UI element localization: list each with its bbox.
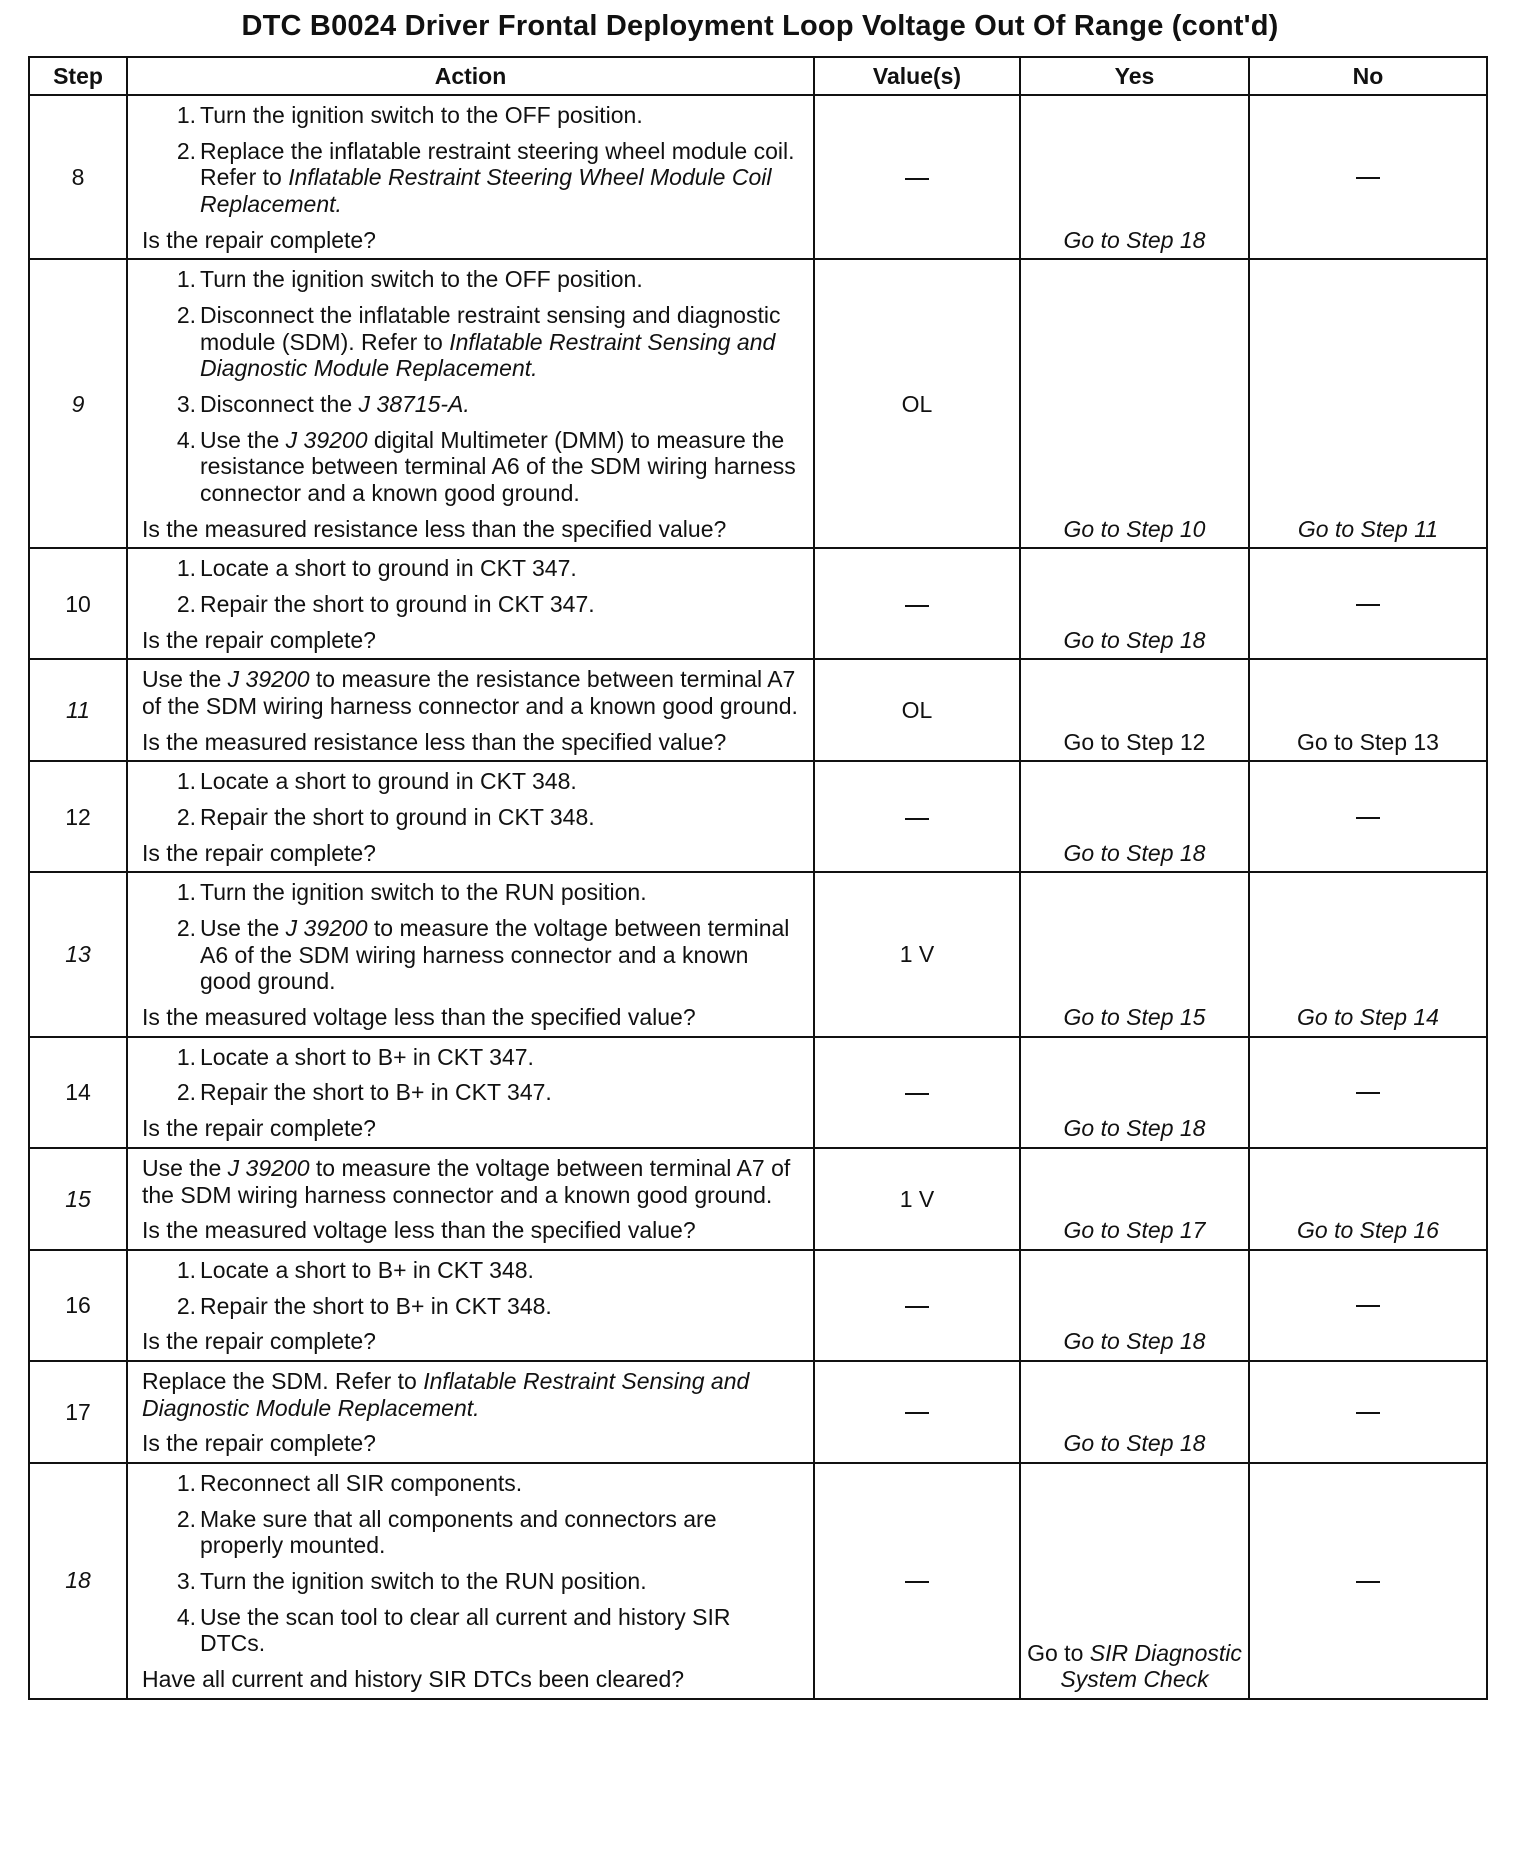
no-cell: [1249, 659, 1487, 761]
dash-mark: [905, 605, 929, 607]
text-run: Make sure that all components and connectors are properly mounted.: [200, 1505, 717, 1559]
table-row: [29, 1148, 1487, 1250]
text-run: Locate a short to B+ in CKT 347.: [200, 1043, 534, 1070]
italic-ref: Inflatable Restraint Steering Wheel Module Coil Replacement.: [200, 164, 772, 218]
step-list: [142, 1257, 801, 1319]
item-number: 1.: [176, 1043, 196, 1070]
list-item: [142, 427, 801, 507]
no-cell: [1249, 95, 1487, 259]
list-item: [142, 1079, 801, 1106]
list-item: [142, 879, 801, 906]
yes-result: Go to Step 18: [1063, 626, 1206, 653]
step-number: 16: [29, 1250, 127, 1361]
step-list: [142, 555, 801, 617]
table-row: [29, 1361, 1487, 1463]
italic-ref: Inflatable Restraint Sensing and Diagnostic Module Replacement.: [142, 1367, 750, 1421]
step-number: 10: [29, 548, 127, 659]
text-run: Use the: [142, 666, 228, 693]
header-action: Action: [127, 57, 814, 95]
value-cell: [814, 1037, 1020, 1148]
action-cell: [127, 95, 814, 259]
text-run: Use the scan tool to clear all current and history SIR DTCs.: [200, 1603, 731, 1657]
cell-text: 1 V: [899, 941, 935, 968]
action-question: Is the repair complete?: [142, 1430, 376, 1457]
header-step: Step: [29, 57, 127, 95]
action-question: Is the repair complete?: [142, 1328, 376, 1355]
text-run: Use the: [200, 915, 286, 942]
text-run: Use the: [142, 1154, 228, 1181]
dash-mark: [1356, 1305, 1380, 1307]
value-cell: [814, 1361, 1020, 1463]
table-row: [29, 761, 1487, 872]
no-cell: [1249, 872, 1487, 1036]
step-list: [142, 1044, 801, 1106]
action-paragraph: [142, 1368, 801, 1421]
value-cell: [814, 761, 1020, 872]
action-question: Have all current and history SIR DTCs been cleared?: [142, 1665, 685, 1692]
step-number: 8: [29, 95, 127, 259]
value-cell: [814, 548, 1020, 659]
list-item: [142, 302, 801, 382]
action-cell: [127, 1037, 814, 1148]
action-cell: [127, 1148, 814, 1250]
text-run: to measure the voltage between terminal A7 of the SDM wiring harness connector and a known good ground.: [142, 1154, 791, 1208]
action-cell: [127, 548, 814, 659]
action-question: Is the repair complete?: [142, 1115, 376, 1142]
list-item: [142, 1470, 801, 1497]
dash-mark: [1356, 1581, 1380, 1583]
table-body: [29, 95, 1487, 1699]
step-list: [142, 266, 801, 506]
yes-cell: [1020, 761, 1249, 872]
step-number: 17: [29, 1361, 127, 1463]
action-question: Is the measured voltage less than the specified value?: [142, 1217, 696, 1244]
yes-result: Go to Step 17: [1063, 1217, 1206, 1244]
item-number: 4.: [176, 1603, 196, 1630]
cell-text: 1 V: [899, 1185, 935, 1212]
action-question: Is the measured resistance less than the specified value?: [142, 728, 727, 755]
yes-cell: [1020, 1250, 1249, 1361]
yes-cell: [1020, 1361, 1249, 1463]
table-row: [29, 95, 1487, 259]
value-cell: [814, 1250, 1020, 1361]
text-run: Reconnect all SIR components.: [200, 1469, 523, 1496]
item-number: 2.: [176, 1079, 196, 1106]
text-run: Replace the inflatable restraint steering wheel module coil. Refer to: [200, 137, 795, 191]
item-number: 1.: [176, 102, 196, 128]
text-run: Disconnect the inflatable restraint sensing and diagnostic module (SDM). Refer to: [200, 302, 781, 355]
value-cell: [814, 259, 1020, 548]
dash-mark: [1356, 177, 1380, 179]
table-row: [29, 1463, 1487, 1699]
list-item: [142, 1044, 801, 1071]
text-run: Turn the ignition switch to the OFF position.: [200, 266, 643, 293]
action-cell: [127, 872, 814, 1036]
text-run: Replace the SDM. Refer to: [142, 1367, 424, 1394]
action-cell: [127, 1463, 814, 1699]
italic-ref: J 39200: [285, 915, 368, 942]
no-cell: [1249, 1148, 1487, 1250]
dash-mark: [905, 1093, 929, 1095]
yes-result: Go to Step 18: [1063, 839, 1206, 866]
text-run: Locate a short to B+ in CKT 348.: [200, 1256, 534, 1283]
dash-mark: [1356, 1092, 1380, 1094]
action-question: Is the repair complete?: [142, 626, 376, 653]
yes-result: Go to Step 18: [1063, 1115, 1206, 1142]
text-run: Repair the short to B+ in CKT 347.: [200, 1079, 552, 1106]
yes-cell: [1020, 548, 1249, 659]
italic-ref: J 39200: [227, 666, 310, 693]
item-number: 3.: [176, 1567, 196, 1594]
item-number: 2.: [176, 302, 196, 329]
action-cell: [127, 1250, 814, 1361]
step-number: 15: [29, 1148, 127, 1250]
no-result: Go to Step 13: [1297, 728, 1439, 755]
text-run: Repair the short to B+ in CKT 348.: [200, 1292, 552, 1319]
value-cell: [814, 95, 1020, 259]
list-item: [142, 138, 801, 218]
list-item: [142, 391, 801, 418]
text-run: Use the: [200, 426, 286, 453]
text-run: Turn the ignition switch to the RUN position.: [200, 879, 647, 906]
step-list: [142, 102, 801, 218]
list-item: [142, 555, 801, 582]
table-row: [29, 1037, 1487, 1148]
yes-result: [1027, 1641, 1242, 1693]
item-number: 1.: [176, 879, 196, 906]
text-run: to measure the voltage between terminal A6 of the SDM wiring harness connector and a known good ground.: [200, 915, 790, 995]
page-title: DTC B0024 Driver Frontal Deployment Loop Voltage Out Of Range (cont'd): [241, 10, 1279, 42]
italic-ref: SIR Diagnostic System Check: [1060, 1640, 1242, 1692]
item-number: 4.: [176, 426, 196, 453]
no-cell: [1249, 1361, 1487, 1463]
text-run: Disconnect the: [200, 391, 359, 418]
list-item: [142, 1293, 801, 1320]
list-item: [142, 1568, 801, 1595]
yes-cell: [1020, 1148, 1249, 1250]
dash-mark: [1356, 1412, 1380, 1414]
dash-mark: [905, 1306, 929, 1308]
item-number: 1.: [176, 266, 196, 293]
action-question: Is the measured voltage less than the specified value?: [142, 1004, 696, 1031]
text-run: to measure the resistance between terminal A7 of the SDM wiring harness connector and a known good ground.: [142, 666, 798, 720]
italic-ref: J 39200: [227, 1154, 310, 1181]
yes-cell: [1020, 872, 1249, 1036]
yes-cell: [1020, 659, 1249, 761]
yes-cell: [1020, 259, 1249, 548]
text-run: digital Multimeter (DMM) to measure the resistance between terminal A6 of the SDM wiring harness connector and a known good ground.: [200, 426, 796, 507]
header-yes: Yes: [1020, 57, 1249, 95]
action-question: Is the repair complete?: [142, 226, 376, 253]
table-header-row: [29, 57, 1487, 95]
list-item: [142, 804, 801, 831]
text-run: Repair the short to ground in CKT 347.: [200, 591, 595, 618]
value-cell: [814, 1463, 1020, 1699]
item-number: 2.: [176, 915, 196, 942]
yes-cell: [1020, 95, 1249, 259]
yes-result: Go to Step 18: [1063, 1328, 1206, 1355]
item-number: 2.: [176, 1292, 196, 1319]
list-item: [142, 1506, 801, 1559]
text-run: Repair the short to ground in CKT 348.: [200, 804, 595, 831]
yes-result: Go to Step 18: [1063, 226, 1206, 253]
cell-text: OL: [901, 390, 933, 417]
yes-result: Go to Step 15: [1063, 1004, 1206, 1031]
text-run: Turn the ignition switch to the RUN position.: [200, 1567, 647, 1594]
action-paragraph: [142, 666, 801, 719]
no-cell: [1249, 548, 1487, 659]
no-result: Go to Step 16: [1297, 1217, 1439, 1244]
cell-text: OL: [901, 697, 933, 724]
no-cell: [1249, 761, 1487, 872]
yes-cell: [1020, 1037, 1249, 1148]
step-number: 14: [29, 1037, 127, 1148]
no-cell: [1249, 259, 1487, 548]
value-cell: [814, 659, 1020, 761]
yes-cell: [1020, 1463, 1249, 1699]
list-item: [142, 102, 801, 129]
text-run: Locate a short to ground in CKT 347.: [200, 555, 577, 582]
no-cell: [1249, 1037, 1487, 1148]
italic-ref: J 38715-A.: [358, 391, 470, 418]
item-number: 1.: [176, 1469, 196, 1496]
item-number: 1.: [176, 768, 196, 795]
step-list: [142, 768, 801, 830]
step-number: 13: [29, 872, 127, 1036]
no-result: Go to Step 14: [1297, 1004, 1439, 1031]
yes-result: Go to Step 18: [1063, 1430, 1206, 1457]
action-cell: [127, 1361, 814, 1463]
no-cell: [1249, 1463, 1487, 1699]
table-row: [29, 1250, 1487, 1361]
list-item: [142, 1257, 801, 1284]
item-number: 1.: [176, 555, 196, 582]
action-cell: [127, 659, 814, 761]
text-run: Turn the ignition switch to the OFF position.: [200, 102, 643, 128]
yes-result: Go to Step 12: [1063, 728, 1206, 755]
no-result: Go to Step 11: [1297, 515, 1439, 542]
list-item: [142, 591, 801, 618]
item-number: 2.: [176, 1505, 196, 1532]
action-paragraph: [142, 1155, 801, 1208]
italic-ref: J 39200: [285, 426, 368, 453]
dash-mark: [1356, 604, 1380, 606]
yes-result: Go to Step 10: [1063, 515, 1206, 542]
list-item: [142, 915, 801, 995]
dash-mark: [905, 1412, 929, 1414]
item-number: 3.: [176, 391, 196, 418]
list-item: [142, 1604, 801, 1657]
step-number: 9: [29, 259, 127, 548]
header-no: No: [1249, 57, 1487, 95]
step-list: [142, 1470, 801, 1657]
dash-mark: [905, 178, 929, 180]
action-question: Is the repair complete?: [142, 839, 376, 866]
step-number: 11: [29, 659, 127, 761]
table-row: [29, 548, 1487, 659]
dash-mark: [905, 818, 929, 820]
step-number: 18: [29, 1463, 127, 1699]
italic-ref: Inflatable Restraint Sensing and Diagnostic Module Replacement.: [200, 328, 776, 382]
table-row: [29, 872, 1487, 1036]
header-values: Value(s): [814, 57, 1020, 95]
diagnostic-table: [28, 56, 1488, 1700]
action-cell: [127, 259, 814, 548]
dash-mark: [905, 1581, 929, 1583]
item-number: 2.: [176, 591, 196, 618]
table-row: [29, 659, 1487, 761]
item-number: 2.: [176, 804, 196, 831]
step-list: [142, 879, 801, 995]
no-cell: [1249, 1250, 1487, 1361]
table-row: [29, 259, 1487, 548]
value-cell: [814, 872, 1020, 1036]
list-item: [142, 768, 801, 795]
dash-mark: [1356, 817, 1380, 819]
text-run: Go to: [1027, 1640, 1090, 1667]
text-run: Locate a short to ground in CKT 348.: [200, 768, 577, 795]
step-number: 12: [29, 761, 127, 872]
action-question: Is the measured resistance less than the specified value?: [142, 515, 727, 542]
item-number: 2.: [176, 137, 196, 164]
item-number: 1.: [176, 1256, 196, 1283]
list-item: [142, 266, 801, 293]
value-cell: [814, 1148, 1020, 1250]
action-cell: [127, 761, 814, 872]
